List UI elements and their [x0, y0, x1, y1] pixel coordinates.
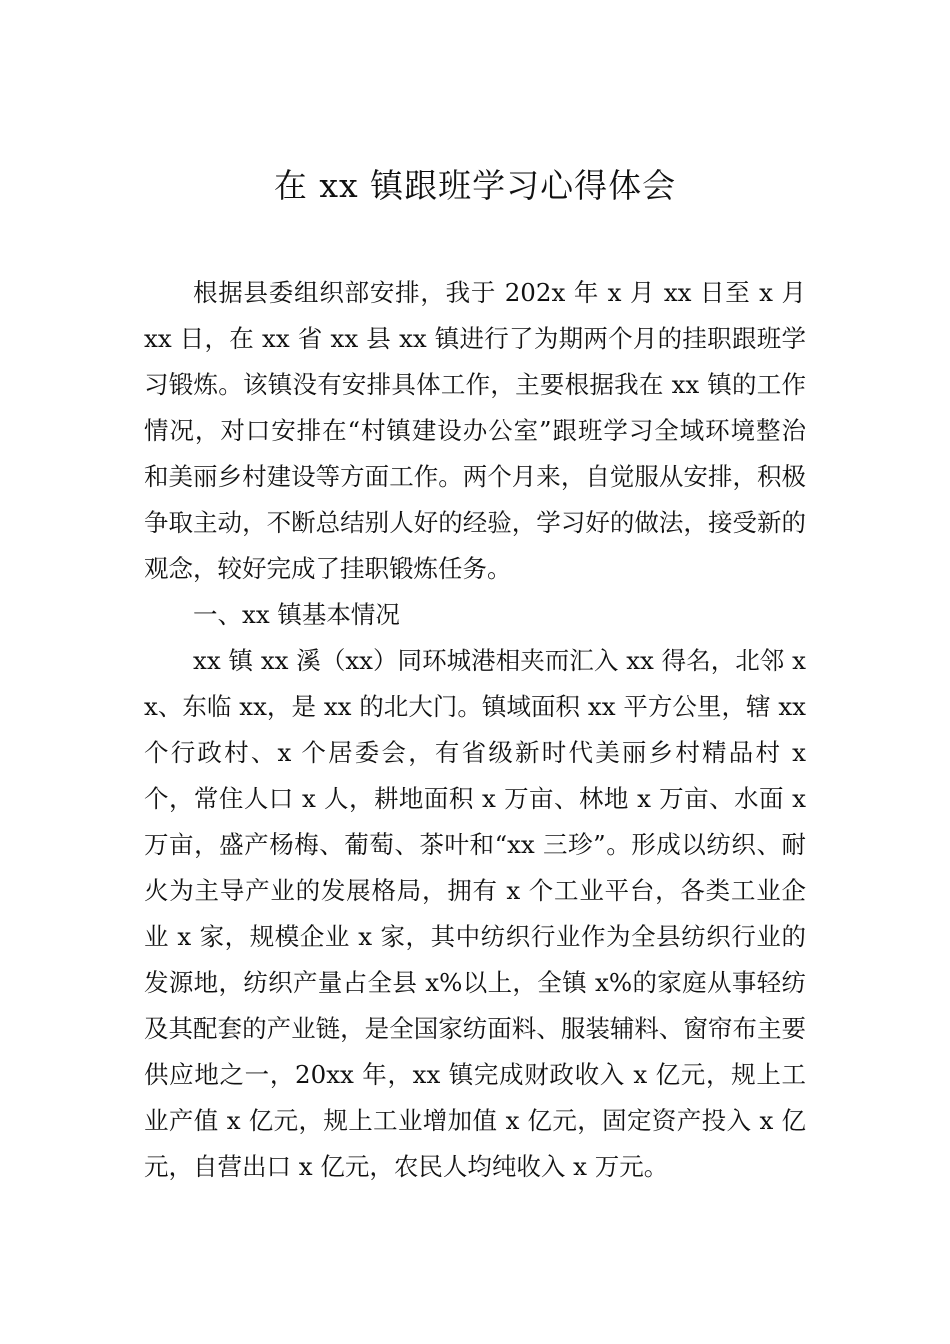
document-body — [144, 270, 806, 1190]
section-paragraph: xx 镇 xx 溪（xx）同环城港相夹而汇入 xx 得名，北邻 xx、东临 xx，是 xx 的北大门。镇域面积 xx 平方公里，辖 xx 个行政村、x 个居委会，有省级新时代美丽乡村精品村 x 个，常住人口 x 人，耕地面积 x 万亩、林地 x 万亩、水面 x 万亩，盛产杨梅、葡萄、茶叶和“xx 三珍”。形成以纺织、耐火为主导产业的发展格局，拥有 x 个工业平台，各类工业企业 x 家，规模企业 x 家，其中纺织行业作为全县纺织行业的发源地，纺织产量占全县 x%以上，全镇 x%的家庭从事轻纺及其配套的产业链，是全国家纺面料、服装辅料、窗帘布主要供应地之一，20xx 年，xx 镇完成财政收入 x 亿元，规上工业产值 x 亿元，规上工业增加值 x 亿元，固定资产投入 x 亿元，自营出口 x 亿元，农民人均纯收入 x 万元。 — [144, 646, 806, 1181]
section-heading: 一、xx 镇基本情况 — [193, 600, 400, 629]
intro-paragraph: 根据县委组织部安排，我于 202x 年 x 月 xx 日至 x 月 xx 日，在 xx 省 xx 县 xx 镇进行了为期两个月的挂职跟班学习锻炼。该镇没有安排具体工作，主要根据我在 xx 镇的工作情况，对口安排在“村镇建设办公室”跟班学习全域环境整治和美丽乡村建设等方面工作。两个月来，自觉服从安排，积极争取主动，不断总结别人好的经验，学习好的做法，接受新的观念，较好完成了挂职锻炼任务。 — [144, 278, 806, 583]
document-title: 在 xx 镇跟班学习心得体会 — [273, 166, 677, 205]
